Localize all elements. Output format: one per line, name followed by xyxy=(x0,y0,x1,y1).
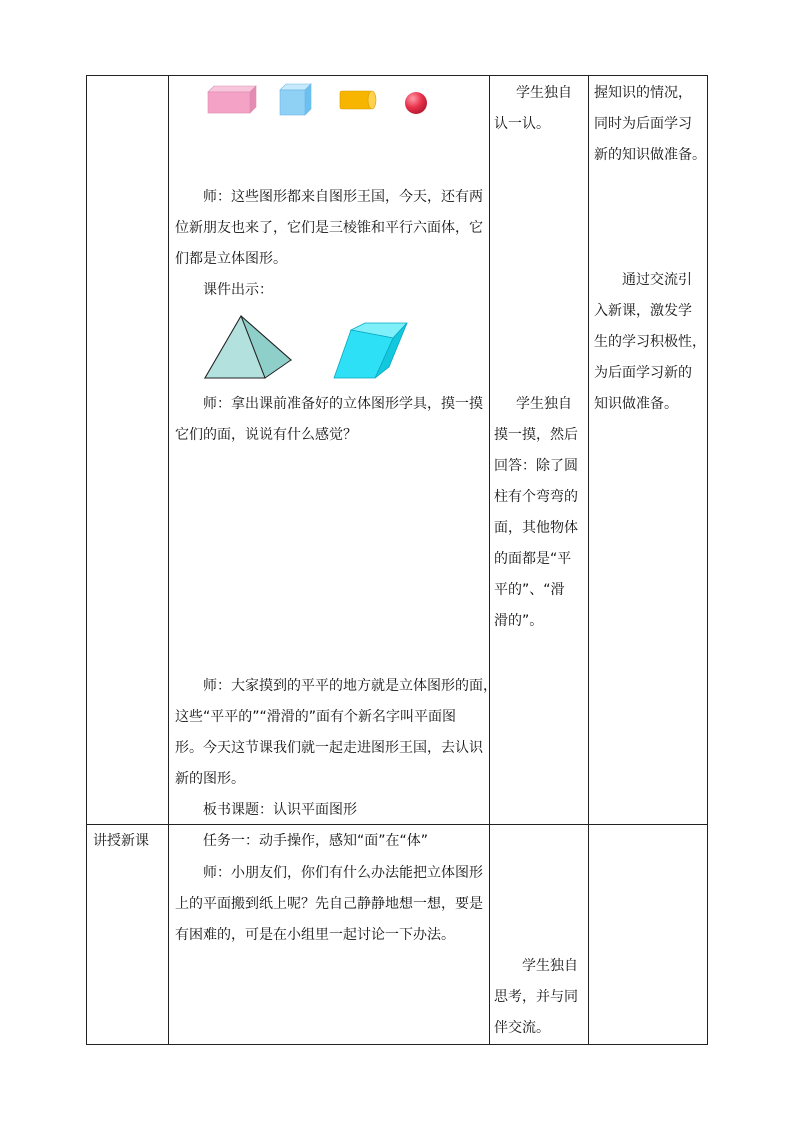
intent-line: 新的知识做准备。 xyxy=(594,147,706,163)
intent-line: 通过交流引 xyxy=(622,272,692,288)
student-line: 平的”、“滑 xyxy=(494,582,565,598)
student-line: 学生独自 xyxy=(522,958,578,974)
teacher-para-4-line: 上的平面搬到纸上呢？先自己静静地想一想，要是 xyxy=(175,896,483,912)
teacher-para-1-line: 师：这些图形都来自图形王国，今天，还有两 xyxy=(203,189,483,205)
intent-line: 同时为后面学习 xyxy=(594,116,692,132)
student-line: 学生独自 xyxy=(516,396,572,412)
cube-front xyxy=(280,90,305,115)
teacher-para-1 xyxy=(175,182,483,275)
cylinder-icon xyxy=(337,90,379,110)
teacher-para-3 xyxy=(175,671,497,795)
table-border-bottom xyxy=(86,1044,708,1045)
student-line: 柱有个弯弯的 xyxy=(494,489,578,505)
teacher-para-1-line: 们都是立体图形。 xyxy=(175,251,287,267)
student-activity-1 xyxy=(494,78,586,140)
sphere-icon xyxy=(404,91,428,115)
teacher-para-1-line: 位新朋友也来了，它们是三棱锥和平行六面体，它 xyxy=(175,220,483,236)
student-line: 伴交流。 xyxy=(494,1020,550,1036)
cube-icon xyxy=(278,82,314,116)
teacher-para-3-line: 这些“平平的”“滑滑的”面有个新名字叫平面图 xyxy=(175,709,457,725)
cuboid-icon xyxy=(206,84,258,114)
teacher-para-2-line: 师：拿出课前准备好的立体图形学具，摸一摸 xyxy=(203,396,483,412)
teacher-para-3-line: 师：大家摸到的平平的地方就是立体图形的面， xyxy=(203,678,497,694)
task-1-text: 任务一：动手操作，感知“面”在“体” xyxy=(203,833,429,849)
triangular-pyramid-icon xyxy=(204,314,294,380)
teacher-para-4-line: 师：小朋友们，你们有什么办法能把立体图形 xyxy=(203,865,483,881)
student-line: 摸一摸，然后 xyxy=(494,427,578,443)
table-col-divider-1 xyxy=(168,75,169,1045)
student-line: 面，其他物体 xyxy=(494,520,578,536)
courseware-label xyxy=(175,275,483,306)
student-line: 思考，并与同 xyxy=(494,989,578,1005)
teacher-para-4-line: 有困难的，可是在小组里一起讨论一下办法。 xyxy=(175,927,455,943)
intent-line: 入新课，激发学 xyxy=(594,303,692,319)
student-activity-2 xyxy=(494,389,586,637)
design-intent-1 xyxy=(594,78,706,171)
intent-line: 知识做准备。 xyxy=(594,396,678,412)
teacher-para-3-line: 新的图形。 xyxy=(175,771,245,787)
courseware-text: 课件出示： xyxy=(203,282,273,298)
student-line: 回答：除了圆 xyxy=(494,458,578,474)
cylinder-end xyxy=(368,91,376,109)
table-col-divider-2 xyxy=(489,75,490,1045)
board-title-text: 板书课题：认识平面图形 xyxy=(203,802,357,818)
table-border-right xyxy=(707,75,708,1045)
teacher-para-2 xyxy=(175,389,483,451)
table-col-divider-3 xyxy=(588,75,589,1045)
cylinder-body xyxy=(340,91,372,109)
teacher-para-2-line: 它们的面，说说有什么感觉？ xyxy=(175,427,357,443)
student-activity-3 xyxy=(494,951,586,1044)
table-border-left xyxy=(86,75,87,1045)
section-label xyxy=(93,826,165,857)
board-title xyxy=(175,795,483,826)
intent-line: 生的学习积极性， xyxy=(594,334,706,350)
cuboid-top xyxy=(208,86,256,92)
student-line: 滑的”。 xyxy=(494,613,544,629)
intent-line: 为后面学习新的 xyxy=(594,365,692,381)
table-border-top xyxy=(86,75,708,76)
design-intent-2 xyxy=(594,265,706,420)
cuboid-front xyxy=(208,92,250,113)
student-line: 的面都是“平 xyxy=(494,551,572,567)
teacher-para-3-line: 形。今天这节课我们就一起走进图形王国，去认识 xyxy=(175,740,483,756)
intent-line: 握知识的情况， xyxy=(594,85,692,101)
section-label-text: 讲授新课 xyxy=(93,833,149,849)
sphere-body xyxy=(405,92,427,114)
teacher-para-4 xyxy=(175,858,483,951)
student-line: 认一认。 xyxy=(494,116,550,132)
parallelepiped-icon xyxy=(333,322,409,380)
task-1-heading xyxy=(175,826,483,857)
student-line: 学生独自 xyxy=(516,85,572,101)
